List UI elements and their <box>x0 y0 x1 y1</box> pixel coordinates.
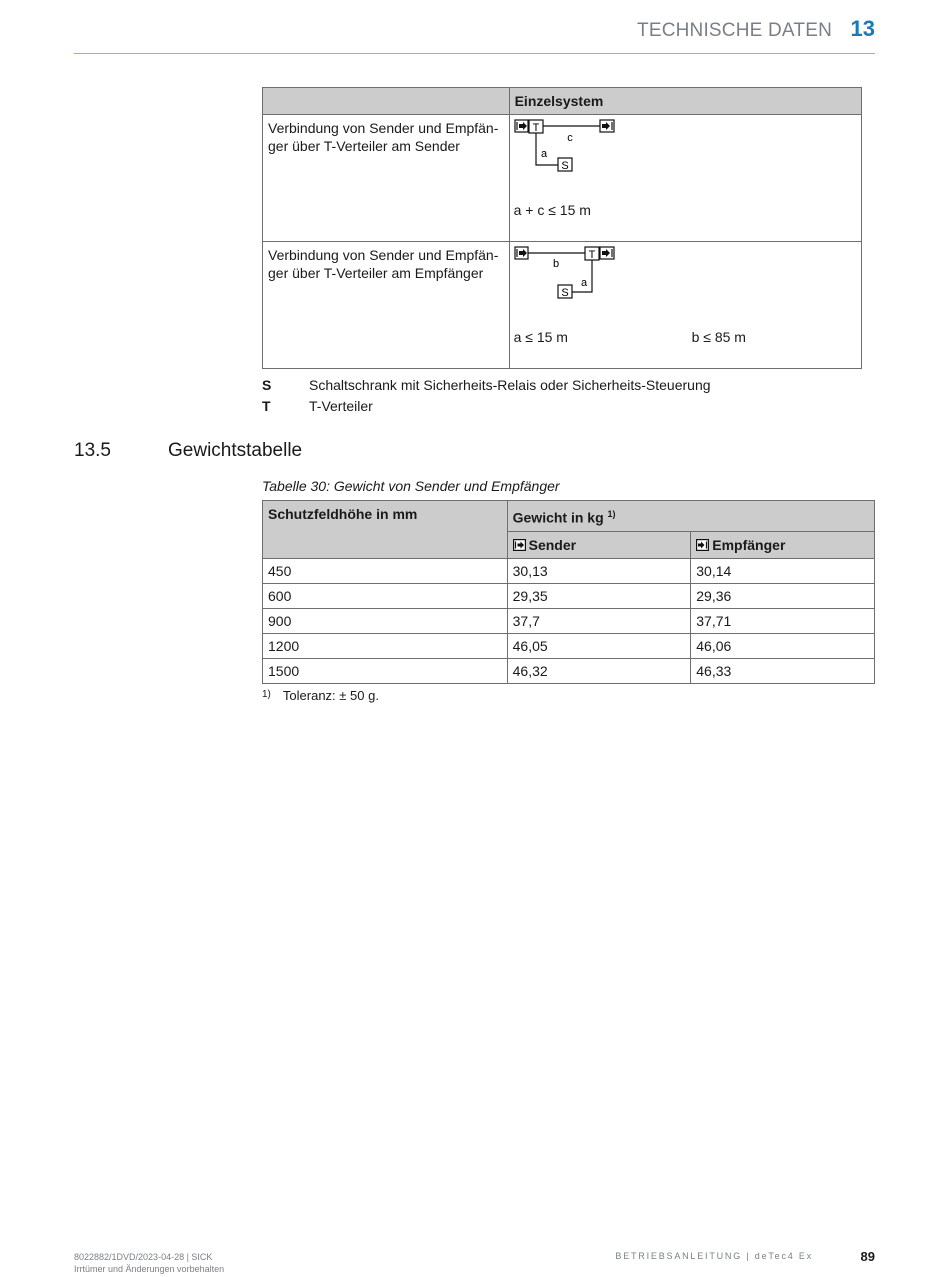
s-label: S <box>560 160 569 172</box>
length-formula-b: b ≤ 85 m <box>691 329 746 345</box>
cell-sender-weight: 29,35 <box>507 583 691 608</box>
table-header-einzelsystem: Einzelsystem <box>509 88 861 115</box>
cell-sender-weight: 46,05 <box>507 633 691 658</box>
legend-key: S <box>262 377 272 393</box>
cell-height: 900 <box>263 608 508 633</box>
table-row <box>263 633 875 658</box>
sender-icon <box>515 247 528 259</box>
table-header-empty <box>263 88 510 115</box>
cell-sender-weight: 46,32 <box>507 658 691 683</box>
footnote-text: Toleranz: ± 50 g. <box>282 688 379 703</box>
receiver-icon <box>696 539 709 551</box>
t-connector-at-sender-diagram <box>514 119 634 189</box>
s-label: S <box>560 287 569 299</box>
table-row <box>263 242 862 369</box>
sender-icon <box>513 539 526 551</box>
footer-document-title: BETRIEBSANLEITUNG | deTec4 Ex <box>615 1251 813 1261</box>
cable-a-label: a <box>580 277 587 289</box>
receiver-icon <box>600 120 614 132</box>
cell-height: 450 <box>263 558 508 583</box>
header-receiver <box>691 531 875 558</box>
row-description: Verbindung von Sender und Empfän-ger über T-Verteiler am Sender <box>263 115 510 242</box>
section-number: 13.5 <box>74 440 111 461</box>
cell-height: 1500 <box>263 658 508 683</box>
weight-table <box>262 500 875 684</box>
footnote-mark: 1) <box>262 689 271 700</box>
header-protective-field-height: Schutzfeldhöhe in mm <box>263 501 508 559</box>
header-receiver-label: Empfänger <box>712 536 786 553</box>
table-header-row <box>263 501 875 532</box>
cable-a-label: a <box>540 148 547 160</box>
legend-description: Schaltschrank mit Sicherheits-Relais oder Sicherheits-Steuerung <box>309 377 711 393</box>
table-row <box>263 608 875 633</box>
cell-receiver-weight: 46,33 <box>691 658 875 683</box>
cell-receiver-weight: 37,71 <box>691 608 875 633</box>
header-title: TECHNISCHE DATEN <box>637 20 832 41</box>
cable-b-label: b <box>552 258 559 270</box>
cell-receiver-weight: 46,06 <box>691 633 875 658</box>
length-formula: a + c ≤ 15 m <box>513 202 591 218</box>
t-label: T <box>532 122 539 134</box>
cell-receiver-weight: 30,14 <box>691 558 875 583</box>
header-weight-label: Gewicht in kg <box>512 509 604 526</box>
table-row <box>263 583 875 608</box>
cell-sender-weight: 37,7 <box>507 608 691 633</box>
footnote-reference: 1) <box>607 509 616 519</box>
page-number: 89 <box>860 1249 875 1264</box>
section-title: Gewichtstabelle <box>168 440 303 461</box>
table-row <box>263 658 875 683</box>
footer-doc-id: 8022882/1DVD/2023-04-28 | SICK <box>74 1252 213 1262</box>
legend-description: T-Verteiler <box>309 398 373 414</box>
footer-left <box>74 1251 224 1275</box>
cell-sender-weight: 30,13 <box>507 558 691 583</box>
header-divider <box>74 53 875 54</box>
footnote <box>262 688 379 703</box>
t-connector-at-receiver-diagram <box>514 246 634 316</box>
diagram-cell <box>509 242 861 369</box>
length-formula-a: a ≤ 15 m <box>513 329 568 345</box>
header-weight <box>507 501 874 532</box>
cell-height: 1200 <box>263 633 508 658</box>
diagram-cell <box>509 115 861 242</box>
header-sender-label: Sender <box>528 536 577 553</box>
t-label: T <box>588 249 595 261</box>
cell-height: 600 <box>263 583 508 608</box>
footer-disclaimer: Irrtümer und Änderungen vorbehalten <box>74 1264 225 1274</box>
connection-table <box>262 87 862 369</box>
table-header-row <box>263 88 862 115</box>
table-row <box>263 558 875 583</box>
row-description: Verbindung von Sender und Empfän-ger über T-Verteiler am Empfänger <box>263 242 510 369</box>
table-row <box>263 115 862 242</box>
cable-c-label: c <box>566 132 573 144</box>
receiver-icon <box>600 247 614 259</box>
legend-key: T <box>262 398 271 414</box>
table-caption: Tabelle 30: Gewicht von Sender und Empfänger <box>262 478 560 494</box>
header-sender <box>507 531 691 558</box>
chapter-number: 13 <box>850 16 875 41</box>
sender-icon <box>515 120 528 132</box>
cell-receiver-weight: 29,36 <box>691 583 875 608</box>
